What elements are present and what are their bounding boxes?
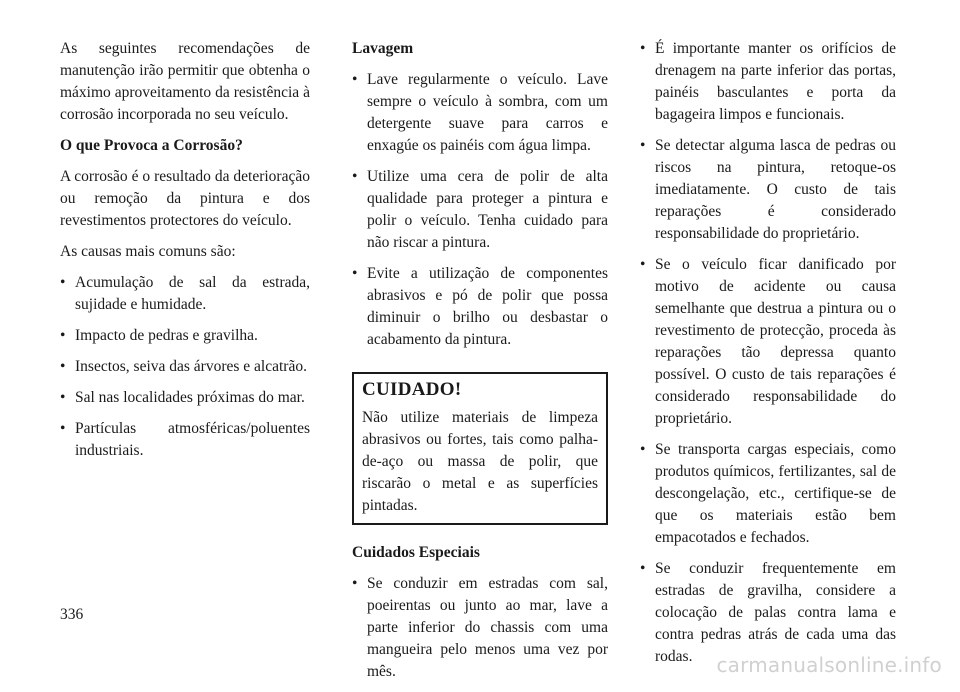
list-item: • Acumulação de sal da estrada, sujidade e humidade.	[60, 272, 310, 316]
list-item: • Se conduzir em estradas com sal, poeirentas ou junto ao mar, lave a parte inferior do chassis com uma mangueira pelo menos uma vez por mês.	[352, 573, 608, 683]
list-item: • Lave regularmente o veículo. Lave sempre o veículo à sombra, com um detergente suave para carros e enxagúe os painéis com água limpa.	[352, 69, 608, 157]
list-item: • Impacto de pedras e gravilha.	[60, 325, 310, 347]
list-item: • Se detectar alguma lasca de pedras ou riscos na pintura, retoque-os imediatamente. O custo de tais reparações é considerado responsabilidade do proprietário.	[640, 135, 896, 245]
corrosion-paragraph: A corrosão é o resultado da deterioração ou remoção da pintura e dos revestimentos protectores do veículo.	[60, 168, 310, 229]
causes-intro: As causas mais comuns são:	[60, 243, 236, 260]
list-item: • Insectos, seiva das árvores e alcatrão.	[60, 356, 310, 378]
washing-list	[352, 69, 608, 351]
section-heading-washing: Lavagem	[352, 40, 414, 57]
page-number: 336	[60, 606, 84, 623]
special-care-list	[352, 573, 608, 683]
column-right	[640, 38, 896, 677]
special-care-list-continued	[640, 38, 896, 668]
column-middle	[352, 38, 608, 692]
causes-list	[60, 272, 310, 462]
list-item: • Se o veículo ficar danificado por motivo de acidente ou causa semelhante que destrua a pintura ou o revestimento de protecção, proceda às reparações tão depressa quanto possível. O custo de tais reparações é considerado responsabilidade do proprietário.	[640, 254, 896, 430]
section-heading-corrosion-cause: O que Provoca a Corrosão?	[60, 137, 243, 154]
list-item: • Sal nas localidades próximas do mar.	[60, 387, 310, 409]
section-heading-special-care: Cuidados Especiais	[352, 544, 480, 561]
list-item: • Utilize uma cera de polir de alta qualidade para proteger a pintura e polir o veículo. Tenha cuidado para não riscar a pintura.	[352, 166, 608, 254]
list-item: • Evite a utilização de componentes abrasivos e pó de polir que possa diminuir o brilho ou desbastar o acabamento da pintura.	[352, 263, 608, 351]
caution-title: CUIDADO!	[362, 379, 462, 400]
intro-paragraph: As seguintes recomendações de manutenção irão permitir que obtenha o máximo aproveitamento da resistência à corrosão incorporada no seu veículo.	[60, 40, 310, 123]
list-item: • Se conduzir frequentemente em estradas de gravilha, considere a colocação de palas contra lama e contra pedras atrás de cada uma das rodas.	[640, 558, 896, 668]
caution-text: Não utilize materiais de limpeza abrasivos ou fortes, tais como palha-de-aço ou massa de polir, que riscarão o metal e as superfícies pintadas.	[362, 409, 598, 514]
caution-box	[352, 372, 608, 525]
list-item: • Partículas atmosféricas/poluentes industriais.	[60, 418, 310, 462]
list-item: • É importante manter os orifícios de drenagem na parte inferior das portas, painéis basculantes e porta da bagageira limpos e funcionais.	[640, 38, 896, 126]
list-item: • Se transporta cargas especiais, como produtos químicos, fertilizantes, sal de descongelação, etc., certifique-se de que os materiais estão bem empacotados e fechados.	[640, 439, 896, 549]
column-left	[60, 38, 310, 471]
watermark: carmanualsonline.info	[716, 653, 942, 677]
